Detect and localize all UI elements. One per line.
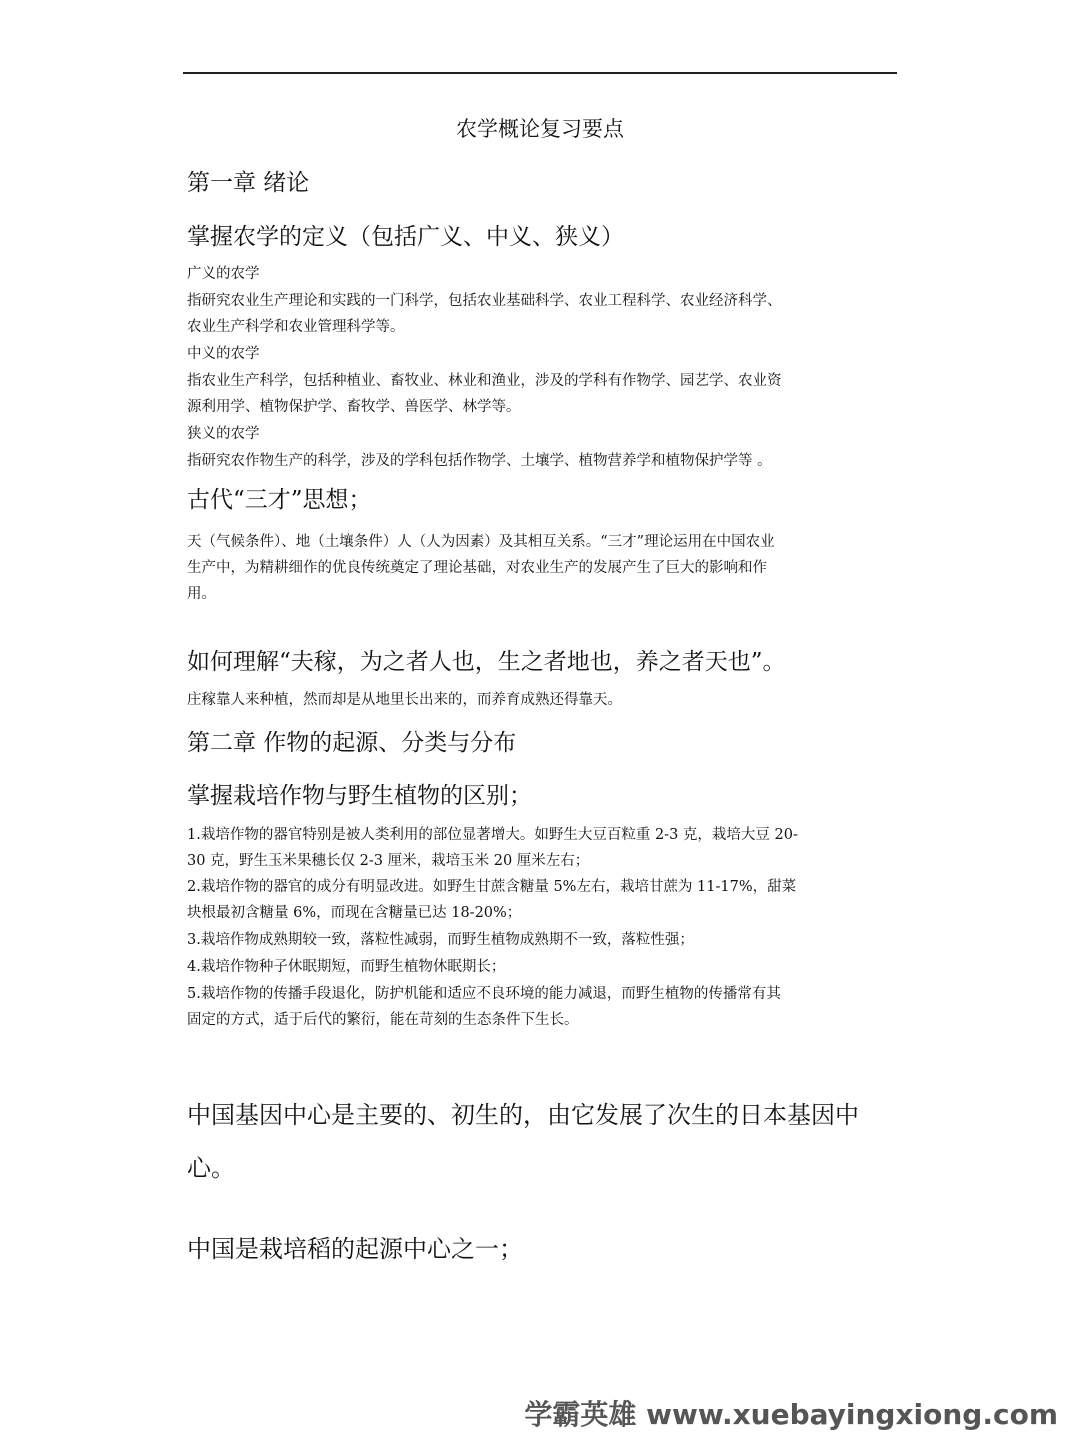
difference-line: 固定的方式，适于后代的繁衍，能在苛刻的生态条件下生长。: [187, 1012, 579, 1028]
sancai-text-line: 生产中，为精耕细作的优良传统奠定了理论基础，对农业生产的发展产生了巨大的影响和作: [187, 560, 767, 576]
broad-label: 广义的农学: [187, 266, 260, 282]
difference-line: 5.栽培作物的传播手段退化，防护机能和适应不良环境的能力减退，而野生植物的传播常有其: [187, 986, 781, 1002]
broad-text-line: 农业生产科学和农业管理科学等。: [187, 319, 405, 335]
middle-text-line: 指农业生产科学，包括种植业、畜牧业、林业和渔业，涉及的学科有作物学、园艺学、农业资: [187, 373, 782, 389]
document-title: 农学概论复习要点: [456, 117, 624, 141]
middle-label: 中义的农学: [187, 346, 260, 362]
narrow-text-line: 指研究农作物生产的科学，涉及的学科包括作物学、土壤学、植物营养学和植物保护学等 。: [187, 453, 772, 469]
chapter-2-heading: 第二章 作物的起源、分类与分布: [187, 730, 517, 756]
gene-center-line: 中国基因中心是主要的、初生的，由它发展了次生的日本基因中: [187, 1101, 859, 1129]
difference-line: 块根最初含糖量 6%，而现在含糖量已达 18-20%；: [187, 905, 522, 921]
sancai-text-line: 用。: [187, 586, 216, 602]
gene-center-line: 心。: [187, 1154, 235, 1182]
difference-line: 4.栽培作物种子休眠期短，而野生植物休眠期长；: [187, 959, 506, 975]
header-rule: [183, 72, 897, 74]
question-definition: 掌握农学的定义（包括广义、中义、狭义）: [187, 224, 624, 250]
sancai-text-line: 天（气候条件）、地（土壤条件）人（人为因素）及其相互关系。“三才”理论运用在中国农业: [187, 534, 775, 550]
question-sancai: 古代“三才”思想；: [187, 487, 372, 513]
difference-line: 1.栽培作物的器官特别是被人类利用的部位显著增大。如野生大豆百粒重 2-3 克，栽培大豆 20-: [187, 827, 798, 843]
question-cultivated-vs-wild: 掌握栽培作物与野生植物的区别；: [187, 783, 532, 809]
chapter-1-heading: 第一章 绪论: [187, 170, 310, 196]
middle-text-line: 源利用学、植物保护学、畜牧学、兽医学、林学等。: [187, 399, 521, 415]
difference-line: 2.栽培作物的器官的成分有明显改进。如野生甘蔗含糖量 5%左右，栽培甘蔗为 11-17%，甜菜: [187, 879, 797, 895]
fujia-text-line: 庄稼靠人来种植，然而却是从地里长出来的，而养育成熟还得靠天。: [187, 692, 622, 708]
narrow-label: 狭义的农学: [187, 426, 260, 442]
watermark: 学霸英雄 www.xuebayingxiong.com: [524, 1398, 1058, 1431]
broad-text-line: 指研究农业生产理论和实践的一门科学，包括农业基础科学、农业工程科学、农业经济科学、: [187, 293, 782, 309]
difference-line: 30 克，野生玉米果穗长仅 2-3 厘米，栽培玉米 20 厘米左右；: [187, 853, 590, 869]
question-fujia: 如何理解“夫稼，为之者人也，生之者地也，养之者天也”。: [187, 649, 786, 675]
rice-origin-line: 中国是栽培稻的起源中心之一；: [187, 1235, 523, 1263]
difference-line: 3.栽培作物成熟期较一致，落粒性减弱，而野生植物成熟期不一致，落粒性强；: [187, 932, 694, 948]
